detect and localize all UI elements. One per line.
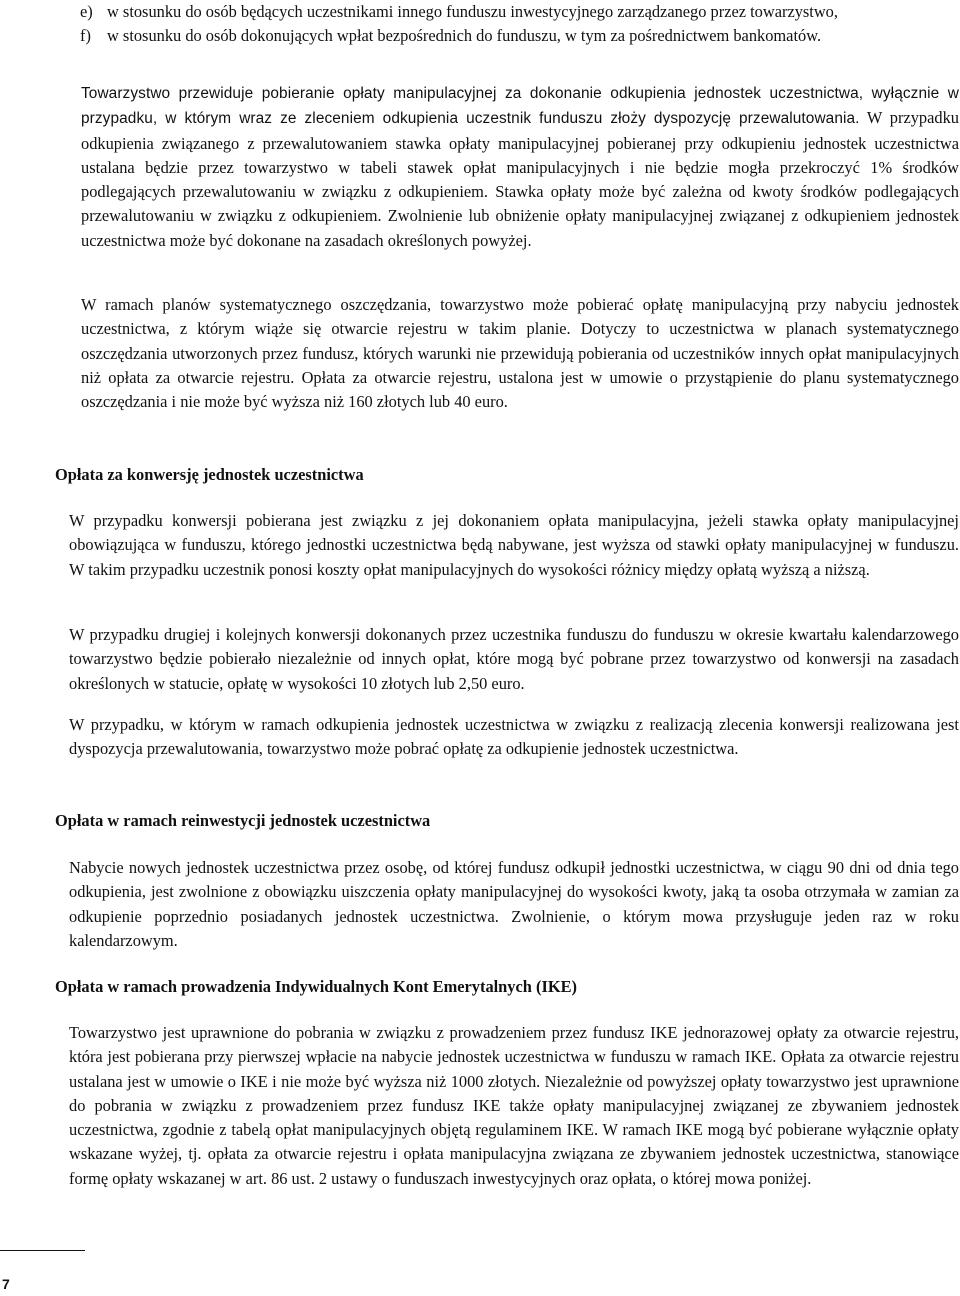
list-marker: f) xyxy=(80,26,91,45)
list-item-text: w stosunku do osób będących uczestnikami innego funduszu inwestycyjnego zarządzanego przez towarzystwo, xyxy=(107,2,838,21)
heading-ike-fee: Opłata w ramach prowadzenia Indywidualnych Kont Emerytalnych (IKE) xyxy=(55,977,577,996)
paragraph-conversion-currency: W przypadku, w którym w ramach odkupienia jednostek uczestnictwa w związku z realizacją zlecenia konwersji realizowana jest dyspozycja przewalutowania, towarzystwo może pobrać opłatę za odkupienie jednostek uczestnictwa. xyxy=(69,715,959,759)
heading-reinvestment-fee: Opłata w ramach reinwestycji jednostek uczestnictwa xyxy=(55,811,431,830)
page-number: 7 xyxy=(2,1276,10,1292)
fee-exemption-list xyxy=(80,0,960,48)
list-item xyxy=(80,24,960,48)
paragraph-conversion-fee: W przypadku konwersji pobierana jest związku z jej dokonaniem opłata manipulacyjna, jeżeli stawka opłaty manipulacyjnej obowiązująca w funduszu, którego jednostki uczestnictwa będą nabywane, jest wyższa od stawki opłaty manipulacyjnej w funduszu. W takim przypadku uczestnik ponosi koszty opłat manipulacyjnych do wysokości różnicy między opłatą wyższą a niższą. xyxy=(69,511,959,579)
paragraph-redemption-fee-body: W przypadku odkupienia związanego z przewalutowaniem stawka opłaty manipulacyjnej pobieranej przy odkupieniu jednostek uczestnictwa ustalana będzie przez towarzystwo w tabeli stawek opłat manipulacyjnych i nie będzie mogła przekroczyć 1% środków podlegających przewalutowaniu w związku z odkupieniem. Stawka opłaty może być zależna od kwoty środków podlegających przewalutowaniu w związku z odkupieniem. Zwolnienie lub obniżenie opłaty manipulacyjnej związanej z odkupieniem jednostek uczestnictwa może być dokonane na zasadach określonych powyżej. xyxy=(81,108,959,250)
paragraph-savings-plans: W ramach planów systematycznego oszczędzania, towarzystwo może pobierać opłatę manipulacyjną przy nabyciu jednostek uczestnictwa, z którym wiąże się otwarcie rejestru w takim planie. Dotyczy to uczestnictwa w planach systematycznego oszczędzania utworzonych przez fundusz, których warunki nie przewidują pobierania od uczestników innych opłat manipulacyjnych niż opłata za otwarcie rejestru. Opłata za otwarcie rejestru, ustalona jest w umowie o przystąpienie do planu systematycznego oszczędzania i nie może być wyższa niż 160 złotych lub 40 euro. xyxy=(81,295,959,412)
paragraph-reinvestment: Nabycie nowych jednostek uczestnictwa przez osobę, od której fundusz odkupił jednostki uczestnictwa, w ciągu 90 dni od dnia tego odkupienia, jest zwolnione z obowiązku uiszczenia opłaty manipulacyjnej do wysokości kwoty, jaką ta osoba otrzymała w zamian za odkupienie poprzednio posiadanych jednostek uczestnictwa. Zwolnienie, o którym mowa przysługuje jeden raz w roku kalendarzowym. xyxy=(69,858,959,950)
paragraph-ike: Towarzystwo jest uprawnione do pobrania w związku z prowadzeniem przez fundusz IKE jednorazowej opłaty za otwarcie rejestru, która jest pobierana przy pierwszej wpłacie na nabycie jednostek uczestnictwa w funduszu w ramach IKE. Opłata za otwarcie rejestru ustalana jest w umowie o IKE i nie może być wyższa niż 1000 złotych. Niezależnie od powyższej opłaty towarzystwo jest uprawnione do pobrania w związku z prowadzeniem przez fundusz IKE także opłaty manipulacyjnej związanej ze zbywaniem jednostek uczestnictwa, zgodnie z tabelą opłat manipulacyjnych objętą regulaminem IKE. W ramach IKE mogą być pobierane wyłącznie opłaty wskazane wyżej, tj. opłata za otwarcie rejestru i opłata manipulacyjna związana ze zbywaniem jednostek uczestnictwa, stanowiące formę opłaty wskazanej w art. 86 ust. 2 ustawy o funduszach inwestycyjnych oraz opłata, o której mowa poniżej. xyxy=(69,1023,959,1188)
list-item xyxy=(80,0,960,24)
heading-conversion-fee: Opłata za konwersję jednostek uczestnictwa xyxy=(55,465,364,484)
paragraph-redemption-fee-intro: Towarzystwo przewiduje pobieranie opłaty manipulacyjnej za dokonanie odkupienia jednostek uczestnictwa, wyłącznie w przypadku, w którym wraz ze zleceniem odkupienia uczestnik funduszu złoży dyspozycję przewalutowania. xyxy=(81,85,959,128)
list-marker: e) xyxy=(80,2,93,21)
paragraph-redemption-fee xyxy=(81,81,959,253)
paragraph-subsequent-conversions: W przypadku drugiej i kolejnych konwersji dokonanych przez uczestnika funduszu do funduszu w okresie kwartału kalendarzowego towarzystwo będzie pobierało niezależnie od innych opłat, które mogą być pobrane przez towarzystwo od konwersji na zasadach określonych w statucie, opłatę w wysokości 10 złotych lub 2,50 euro. xyxy=(69,625,959,693)
footnote-rule xyxy=(0,1250,85,1251)
list-item-text: w stosunku do osób dokonujących wpłat bezpośrednich do funduszu, w tym za pośrednictwem bankomatów. xyxy=(107,26,822,45)
